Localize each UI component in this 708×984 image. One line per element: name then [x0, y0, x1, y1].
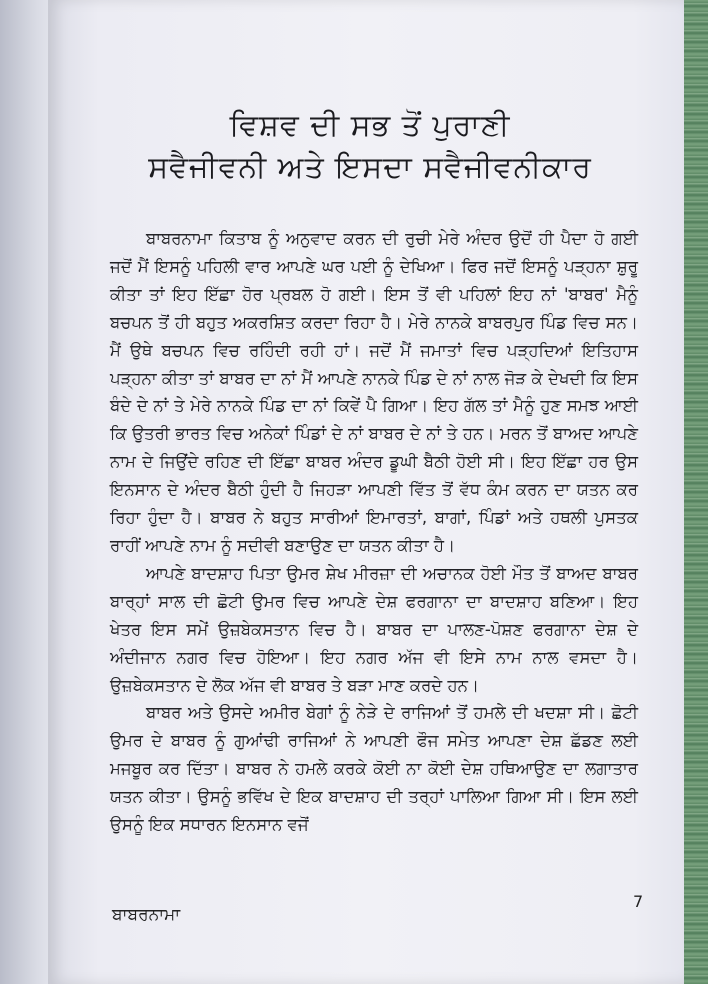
- chapter-title-line-1: ਵਿਸ਼ਵ ਦੀ ਸਭ ਤੋਂ ਪੁਰਾਣੀ: [229, 108, 511, 143]
- chapter-body: [110, 225, 638, 839]
- book-cover-edge: [684, 0, 708, 984]
- page-number: 7: [633, 892, 644, 911]
- chapter-title-line-2: ਸਵੈਜੀਵਨੀ ਅਤੇ ਇਸਦਾ ਸਵੈਜੀਵਨੀਕਾਰ: [148, 150, 592, 185]
- left-page-edge: [0, 0, 52, 984]
- running-footer: ਬਾਬਰਨਾਮਾ: [112, 905, 181, 925]
- paragraph-3: ਬਾਬਰ ਅਤੇ ਉਸਦੇ ਅਮੀਰ ਬੇਗਾਂ ਨੂੰ ਨੇੜੇ ਦੇ ਰਾਜਿਆਂ ਤੋਂ ਹਮਲੇ ਦੀ ਖਦਸ਼ਾ ਸੀ। ਛੋਟੀ ਉਮਰ ਦੇ ਬਾਬਰ ਨੂੰ ਗੁਆਂਢੀ ਰਾਜਿਆਂ ਨੇ ਆਪਣੀ ਫੌਜ ਸਮੇਤ ਆਪਣਾ ਦੇਸ਼ ਛੱਡਣ ਲਈ ਮਜਬੂਰ ਕਰ ਦਿੱਤਾ। ਬਾਬਰ ਨੇ ਹਮਲੇ ਕਰਕੇ ਕੋਈ ਨਾ ਕੋਈ ਦੇਸ਼ ਹਥਿਆਉਣ ਦਾ ਲਗਾਤਾਰ ਯਤਨ ਕੀਤਾ। ਉਸਨੂੰ ਭਵਿੱਖ ਦੇ ਇਕ ਬਾਦਸ਼ਾਹ ਦੀ ਤਰ੍ਹਾਂ ਪਾਲਿਆ ਗਿਆ ਸੀ। ਇਸ ਲਈ ਉਸਨੂੰ ਇਕ ਸਧਾਰਨ ਇਨਸਾਨ ਵਜੋਂ: [110, 703, 638, 835]
- paragraph-1: ਬਾਬਰਨਾਮਾ ਕਿਤਾਬ ਨੂੰ ਅਨੁਵਾਦ ਕਰਨ ਦੀ ਰੁਚੀ ਮੇਰੇ ਅੰਦਰ ਉਦੋਂ ਹੀ ਪੈਦਾ ਹੋ ਗਈ ਜਦੋਂ ਮੈਂ ਇਸਨੂੰ ਪਹਿਲੀ ਵਾਰ ਆਪਣੇ ਘਰ ਪਈ ਨੂੰ ਦੇਖਿਆ। ਫਿਰ ਜਦੋਂ ਇਸਨੂੰ ਪੜ੍ਹਨਾ ਸ਼ੁਰੂ ਕੀਤਾ ਤਾਂ ਇਹ ਇੱਛਾ ਹੋਰ ਪ੍ਰਬਲ ਹੋ ਗਈ। ਇਸ ਤੋਂ ਵੀ ਪਹਿਲਾਂ ਇਹ ਨਾਂ 'ਬਾਬਰ' ਮੈਨੂੰ ਬਚਪਨ ਤੋਂ ਹੀ ਬਹੁਤ ਅਕਰਸ਼ਿਤ ਕਰਦਾ ਰਿਹਾ ਹੈ। ਮੇਰੇ ਨਾਨਕੇ ਬਾਬਰਪੁਰ ਪਿੰਡ ਵਿਚ ਸਨ। ਮੈਂ ਉਥੇ ਬਚਪਨ ਵਿਚ ਰਹਿੰਦੀ ਰਹੀ ਹਾਂ। ਜਦੋਂ ਮੈਂ ਜਮਾਤਾਂ ਵਿਚ ਪੜ੍ਹਦਿਆਂ ਇਤਿਹਾਸ ਪੜ੍ਹਨਾ ਕੀਤਾ ਤਾਂ ਬਾਬਰ ਦਾ ਨਾਂ ਮੈਂ ਆਪਣੇ ਨਾਨਕੇ ਪਿੰਡ ਦੇ ਨਾਂ ਨਾਲ ਜੋੜ ਕੇ ਦੇਖਦੀ ਕਿ ਇਸ ਬੰਦੇ ਦੇ ਨਾਂ ਤੇ ਮੇਰੇ ਨਾਨਕੇ ਪਿੰਡ ਦਾ ਨਾਂ ਕਿਵੇਂ ਪੈ ਗਿਆ। ਇਹ ਗੱਲ ਤਾਂ ਮੈਨੂੰ ਹੁਣ ਸਮਝ ਆਈ ਕਿ ਉਤਰੀ ਭਾਰਤ ਵਿਚ ਅਨੇਕਾਂ ਪਿੰਡਾਂ ਦੇ ਨਾਂ ਬਾਬਰ ਦੇ ਨਾਂ ਤੇ ਹਨ। ਮਰਨ ਤੋਂ ਬਾਅਦ ਆਪਣੇ ਨਾਮ ਦੇ ਜਿਉਂਦੇ ਰਹਿਣ ਦੀ ਇੱਛਾ ਬਾਬਰ ਅੰਦਰ ਡੂਘੀ ਬੈਠੀ ਹੋਈ ਸੀ। ਇਹ ਇੱਛਾ ਹਰ ਉਸ ਇਨਸਾਨ ਦੇ ਅੰਦਰ ਬੈਠੀ ਹੁੰਦੀ ਹੈ ਜਿਹੜਾ ਆਪਣੀ ਵਿੱਤ ਤੋਂ ਵੱਧ ਕੰਮ ਕਰਨ ਦਾ ਯਤਨ ਕਰ ਰਿਹਾ ਹੁੰਦਾ ਹੈ। ਬਾਬਰ ਨੇ ਬਹੁਤ ਸਾਰੀਆਂ ਇਮਾਰਤਾਂ, ਬਾਗਾਂ, ਪਿੰਡਾਂ ਅਤੇ ਹਥਲੀ ਪੁਸਤਕ ਰਾਹੀਂ ਆਪਣੇ ਨਾਮ ਨੂੰ ਸਦੀਵੀ ਬਣਾਉਣ ਦਾ ਯਤਨ ਕੀਤਾ ਹੈ।: [110, 229, 638, 555]
- paragraph-2: ਆਪਣੇ ਬਾਦਸ਼ਾਹ ਪਿਤਾ ਉਮਰ ਸ਼ੇਖ ਮੀਰਜ਼ਾ ਦੀ ਅਚਾਨਕ ਹੋਈ ਮੌਤ ਤੋਂ ਬਾਅਦ ਬਾਬਰ ਬਾਰ੍ਹਾਂ ਸਾਲ ਦੀ ਛੋਟੀ ਉਮਰ ਵਿਚ ਆਪਣੇ ਦੇਸ਼ ਫਰਗਾਨਾ ਦਾ ਬਾਦਸ਼ਾਹ ਬਣਿਆ। ਇਹ ਖੇਤਰ ਇਸ ਸਮੇਂ ਉਜ਼ਬੇਕਸਤਾਨ ਵਿਚ ਹੈ। ਬਾਬਰ ਦਾ ਪਾਲਣ-ਪੋਸ਼ਣ ਫਰਗਾਨਾ ਦੇਸ਼ ਦੇ ਅੰਦੀਜਾਨ ਨਗਰ ਵਿਚ ਹੋਇਆ। ਇਹ ਨਗਰ ਅੱਜ ਵੀ ਇਸੇ ਨਾਮ ਨਾਲ ਵਸਦਾ ਹੈ। ਉਜ਼ਬੇਕਸਤਾਨ ਦੇ ਲੋਕ ਅੱਜ ਵੀ ਬਾਬਰ ਤੇ ਬੜਾ ਮਾਣ ਕਰਦੇ ਹਨ।: [110, 563, 638, 695]
